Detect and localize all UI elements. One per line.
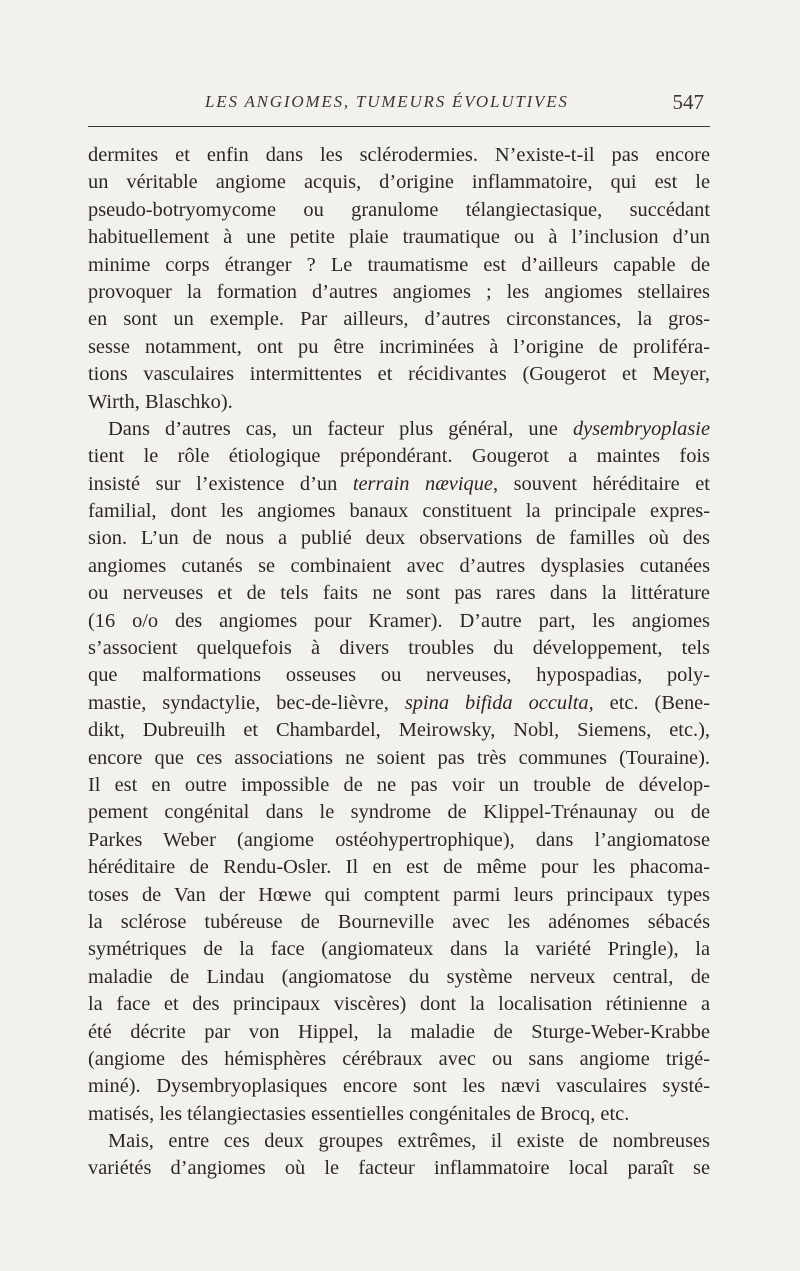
text-line bbox=[88, 635, 710, 662]
text-span: en sont un exemple. Par ailleurs, d’autres circonstances, la gros- bbox=[88, 308, 710, 331]
header-rule bbox=[88, 126, 710, 127]
text-line bbox=[88, 964, 710, 991]
text-line bbox=[88, 936, 710, 963]
text-span: tient le rôle étiologique prépondérant. Gougerot a maintes fois bbox=[88, 445, 710, 468]
text-line bbox=[88, 882, 710, 909]
text-span: Il est en outre impossible de ne pas voir un trouble de dévelop- bbox=[88, 773, 710, 796]
text-span: pseudo-botryomycome ou granulome télangiectasique, succédant bbox=[88, 198, 710, 221]
text-span: la face et des principaux viscères) dont la localisation rétinienne a bbox=[88, 993, 710, 1016]
text-span: maladie de Lindau (angiomatose du système nerveux central, de bbox=[88, 965, 710, 988]
text-line bbox=[88, 197, 710, 224]
text-line bbox=[88, 1155, 710, 1182]
text-line bbox=[88, 608, 710, 635]
running-head bbox=[88, 92, 708, 120]
text-line bbox=[88, 498, 710, 525]
text-span: dermites et enfin dans les sclérodermies. N’existe-t-il pas encore bbox=[88, 144, 710, 166]
text-line bbox=[88, 1128, 710, 1155]
text-line bbox=[88, 827, 710, 854]
text-line bbox=[88, 142, 710, 169]
running-title: LES ANGIOMES, TUMEURS ÉVOLUTIVES bbox=[205, 92, 569, 111]
italic-text: dysembryoplasie bbox=[572, 417, 710, 440]
text-line bbox=[88, 1073, 710, 1100]
text-line bbox=[88, 279, 710, 306]
text-line bbox=[88, 1101, 710, 1128]
text-span: Mais, entre ces deux groupes extrêmes, il existe de nombreuses bbox=[108, 1130, 710, 1153]
text-line bbox=[88, 717, 710, 744]
text-span: sion. L’un de nous a publié deux observations de familles où des bbox=[88, 527, 710, 550]
page-number: 547 bbox=[672, 90, 704, 114]
text-line bbox=[88, 443, 710, 470]
text-span: un véritable angiome acquis, d’origine inflammatoire, qui est le bbox=[88, 171, 710, 194]
text-line bbox=[88, 525, 710, 552]
text-span: mastie, syndactylie, bec-de-lièvre, bbox=[88, 691, 405, 714]
text-span: miné). Dysembryoplasiques encore sont les nævi vasculaires systé- bbox=[88, 1075, 710, 1098]
text-line bbox=[88, 334, 710, 361]
text-span: , etc. (Bene- bbox=[588, 691, 711, 714]
text-line bbox=[88, 854, 710, 881]
text-span: encore que ces associations ne soient pas très communes (Touraine). bbox=[88, 746, 710, 769]
text-span: que malformations osseuses ou nerveuses, hypospadias, poly- bbox=[88, 664, 710, 687]
text-span: angiomes cutanés se combinaient avec d’autres dysplasies cutanées bbox=[88, 554, 710, 577]
text-span: minime corps étranger ? Le traumatisme est d’ailleurs capable de bbox=[88, 253, 710, 276]
text-line bbox=[88, 361, 710, 388]
text-span: insisté sur l’existence d’un bbox=[88, 472, 353, 495]
text-span: (angiome des hémisphères cérébraux avec ou sans angiome trigé- bbox=[88, 1047, 710, 1070]
text-line bbox=[88, 1046, 710, 1073]
text-span: sesse notamment, ont pu être incriminées à l’origine de proliféra- bbox=[88, 335, 710, 358]
text-line bbox=[88, 306, 710, 333]
text-span: pement congénital dans le syndrome de Klippel-Trénaunay ou de bbox=[88, 801, 710, 824]
text-span: s’associent quelquefois à divers troubles du développement, tels bbox=[88, 637, 710, 660]
text-span: la sclérose tubéreuse de Bourneville avec les adénomes sébacés bbox=[88, 910, 710, 933]
text-line bbox=[88, 1019, 710, 1046]
text-line bbox=[88, 224, 710, 251]
text-span: (16 o/o des angiomes pour Kramer). D’autre part, les angiomes bbox=[88, 609, 710, 632]
text-line bbox=[88, 389, 710, 416]
text-line bbox=[88, 580, 710, 607]
text-span: symétriques de la face (angiomateux dans la variété Pringle), la bbox=[88, 938, 710, 961]
text-span: ou nerveuses et de tels faits ne sont pas rares dans la littérature bbox=[88, 582, 710, 605]
text-line bbox=[88, 991, 710, 1018]
text-span: , souvent héréditaire et bbox=[492, 472, 710, 495]
text-span: matisés, les télangiectasies essentielles congénitales de Brocq, etc. bbox=[88, 1102, 630, 1125]
body-text bbox=[88, 142, 710, 1183]
text-span: familial, dont les angiomes banaux constituent la principale expres- bbox=[88, 500, 710, 523]
text-line bbox=[88, 690, 710, 717]
text-span: héréditaire de Rendu-Osler. Il en est de même pour les phacoma- bbox=[88, 856, 710, 879]
text-span: Parkes Weber (angiome ostéohypertrophique), dans l’angiomatose bbox=[88, 828, 710, 851]
text-span: provoquer la formation d’autres angiomes ; les angiomes stellaires bbox=[88, 280, 710, 303]
text-line bbox=[88, 799, 710, 826]
text-span: dikt, Dubreuilh et Chambardel, Meirowsky, Nobl, Siemens, etc.), bbox=[88, 719, 710, 742]
text-line bbox=[88, 909, 710, 936]
italic-text: spina bifida occulta bbox=[404, 691, 589, 714]
text-line bbox=[88, 471, 710, 498]
text-span: toses de Van der Hœwe qui comptent parmi leurs principaux types bbox=[88, 883, 710, 906]
text-span: été décrite par von Hippel, la maladie de Sturge-Weber-Krabbe bbox=[88, 1020, 710, 1043]
text-line bbox=[88, 553, 710, 580]
text-span: Dans d’autres cas, un facteur plus général, une bbox=[108, 417, 573, 440]
text-span: variétés d’angiomes où le facteur inflammatoire local paraît se bbox=[88, 1157, 710, 1180]
text-span: tions vasculaires intermittentes et récidivantes (Gougerot et Meyer, bbox=[88, 363, 710, 386]
text-line bbox=[88, 772, 710, 799]
text-line bbox=[88, 169, 710, 196]
text-line bbox=[88, 416, 710, 443]
text-line bbox=[88, 252, 710, 279]
text-line bbox=[88, 662, 710, 689]
italic-text: terrain nævique bbox=[352, 472, 493, 495]
text-span: Wirth, Blaschko). bbox=[88, 390, 233, 413]
text-line bbox=[88, 745, 710, 772]
text-span: habituellement à une petite plaie traumatique ou à l’inclusion d’un bbox=[88, 226, 710, 249]
